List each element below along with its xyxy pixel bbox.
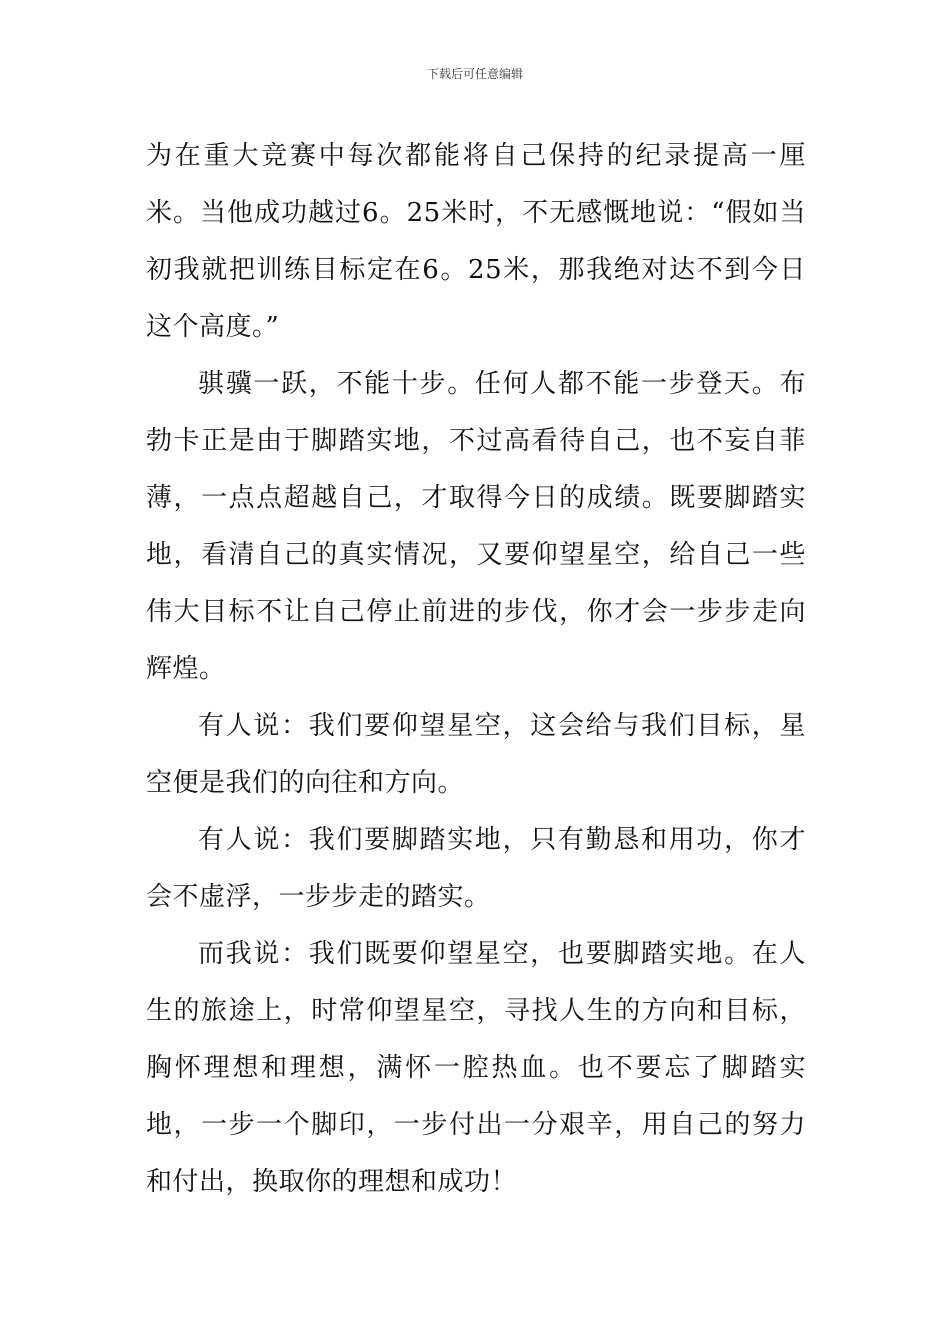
paragraph-2: 骐骥一跃，不能十步。任何人都不能一步登天。布勃卡正是由于脚踏实地，不过高看待自己，也不妄自菲薄，一点点超越自己，才取得今日的成绩。既要脚踏实地，看清自己的真实情况，又要仰望星空，给自己一些伟大目标不让自己停止前进的步伐，你才会一步步走向辉煌。 [146,369,806,684]
document-body [146,128,806,1211]
page-header: 下载后可任意编辑 [426,67,523,81]
paragraph-5: 而我说：我们既要仰望星空，也要脚踏实地。在人生的旅途上，时常仰望星空，寻找人生的方向和目标，胸怀理想和理想，满怀一腔热血。也不要忘了脚踏实地，一步一个脚印，一步付出一分艰辛，用自己的努力和付出，换取你的理想和成功！ [146,939,806,1197]
paragraph-1: 为在重大竞赛中每次都能将自己保持的纪录提高一厘米。当他成功越过6。25米时，不无感慨地说：“假如当初我就把训练目标定在6。25米，那我绝对达不到今日这个高度。” [146,141,806,342]
paragraph-4: 有人说：我们要脚踏实地，只有勤恳和用功，你才会不虚浮，一步步走的踏实。 [146,825,806,912]
paragraph-3: 有人说：我们要仰望星空，这会给与我们目标，星空便是我们的向往和方向。 [146,711,806,798]
